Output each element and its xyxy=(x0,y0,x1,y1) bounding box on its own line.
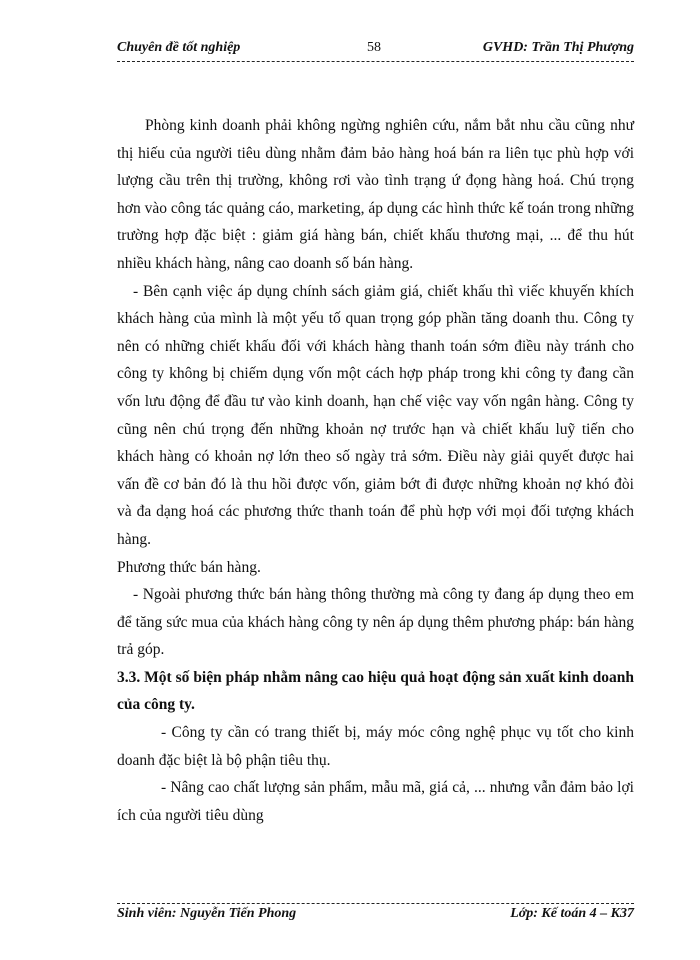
paragraph-discount-policy: - Bên cạnh việc áp dụng chính sách giảm giá, chiết khấu thì viếc khuyến khích khách hàng của mình là một yếu tố quan trọng góp phần tăng doanh thu. Công ty nên có những chiết khấu đối với khách hàng thanh toán sớm điều này tránh cho công ty không bị chiếm dụng vốn một cách hợp pháp trong khi công ty đang cần vốn lưu động để đầu tư vào kinh doanh, hạn chế việc vay vốn ngân hàng. Công ty cũng nên chú trọng đến những khoản nợ trước hạn và chiết khấu luỹ tiến cho khách hàng có khoản nợ lớn theo số ngày trả sớm. Điều này giải quyết được hai vấn đề cơ bản đó là thu hồi được vốn, giảm bớt đi được những khoản nợ khó đòi và đa dạng hoá các phương thức thanh toán để phù hợp với mọi đối tượng khách hàng. xyxy=(117,282,634,548)
footer-class: Lớp: Kế toán 4 – K37 xyxy=(510,906,634,921)
footer-student: Sinh viên: Nguyễn Tiến Phong xyxy=(117,906,297,921)
paragraph-sales-department: Phòng kinh doanh phải không ngừng nghiên cứu, nắm bắt nhu cầu cũng như thị hiếu của người tiêu dùng nhằm đảm bảo hàng hoá bán ra liên tục phù hợp với lượng cầu trên thị trường, không rơi vào tình trạng ứ đọng hàng hoá. Chú trọng hơn vào công tác quảng cáo, marketing, áp dụng các hình thức kế toán trong những trường hợp đặc biệt : giảm giá hàng bán, chiết khấu thương mại, ... để thu hút nhiều khách hàng, nâng cao doanh số bán hàng. xyxy=(117,117,634,272)
section-heading: 3.3. Một số biện pháp nhằm nâng cao hiệu quả hoạt động sản xuất kinh doanh của công ty. xyxy=(117,668,634,714)
header-page-number: 58 xyxy=(367,40,381,55)
document-body xyxy=(117,112,634,829)
paragraph-sales-methods-title: Phương thức bán hàng. xyxy=(117,558,261,576)
footer-divider xyxy=(117,903,634,904)
header-document-type: Chuyên đề tốt nghiệp xyxy=(117,40,241,55)
paragraph-equipment: - Công ty cần có trang thiết bị, máy móc công nghệ phục vụ tốt cho kinh doanh đặc biệt là bộ phận tiêu thụ. xyxy=(117,724,634,769)
paragraph-quality: - Nâng cao chất lượng sản phẩm, mẫu mã, giá cả, ... nhưng vẫn đảm bảo lợi ích của người tiêu dùng xyxy=(117,779,634,824)
page-footer xyxy=(117,906,634,926)
header-divider xyxy=(117,61,634,62)
page-header xyxy=(117,38,634,58)
header-advisor: GVHD: Trần Thị Phượng xyxy=(482,40,634,55)
paragraph-installment-sales: - Ngoài phương thức bán hàng thông thường mà công ty đang áp dụng theo em để tăng sức mua của khách hàng công ty nên áp dụng thêm phương pháp: bán hàng trả góp. xyxy=(117,586,634,659)
